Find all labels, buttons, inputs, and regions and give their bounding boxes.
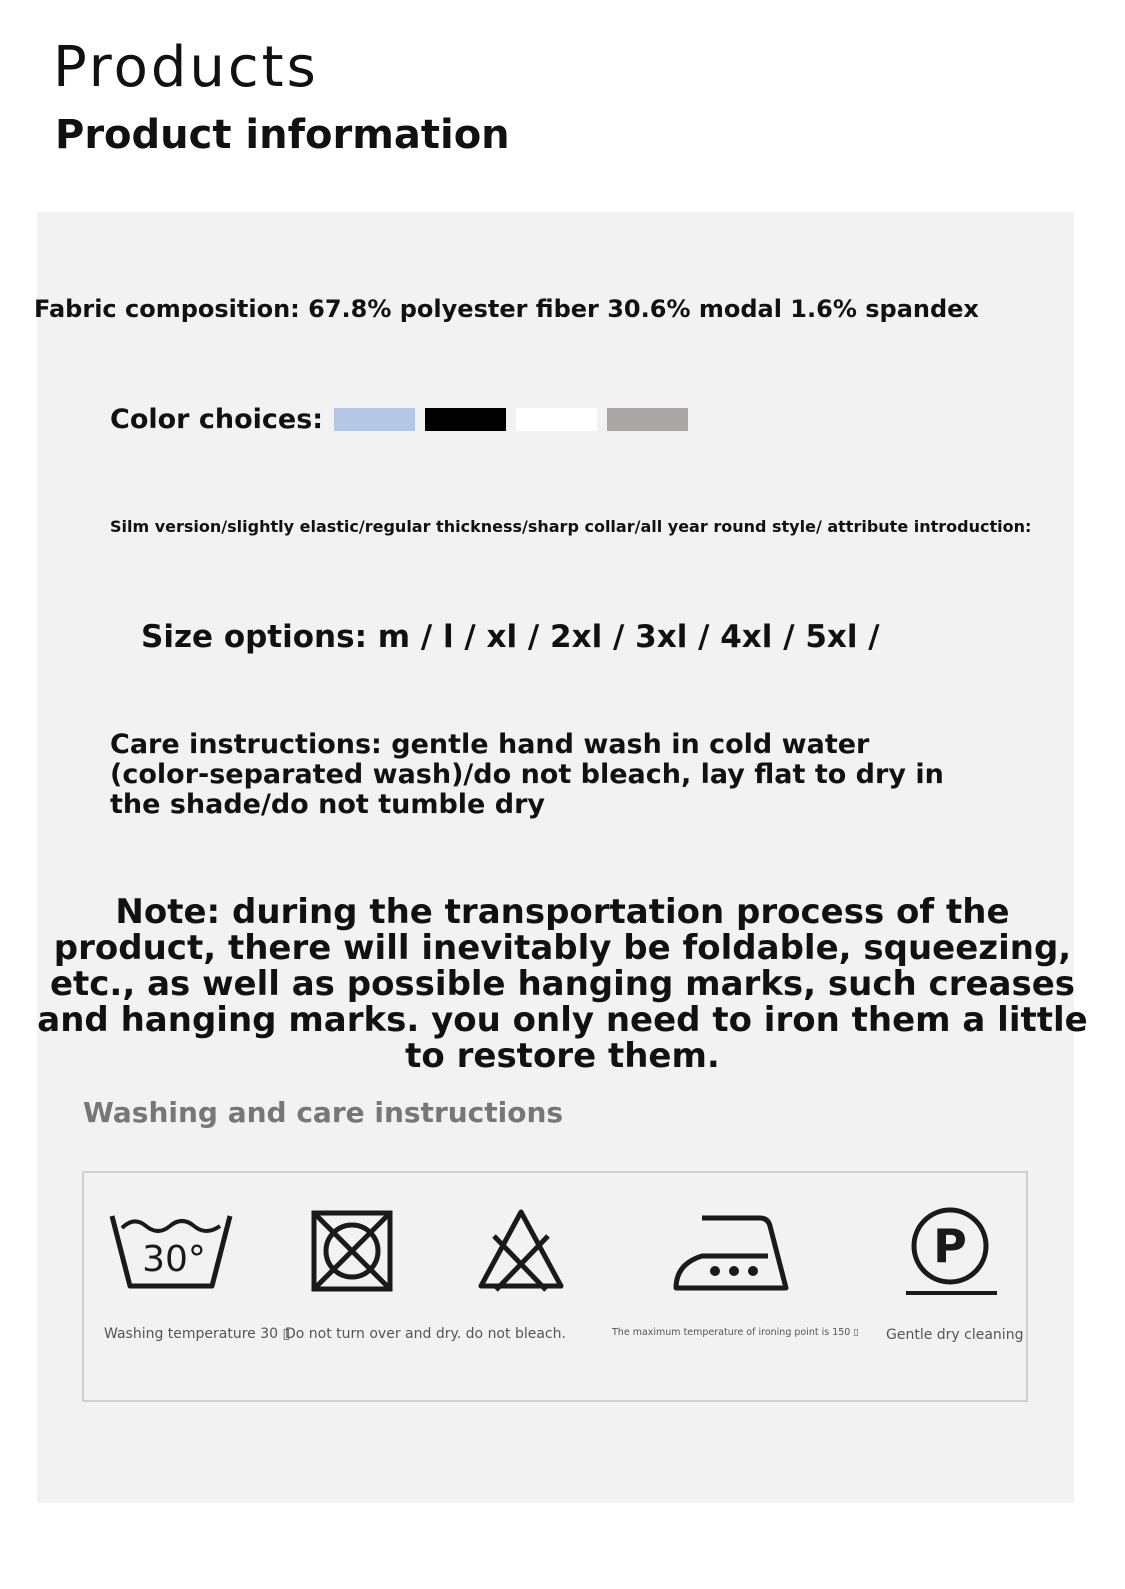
size-options: Size options: m / l / xl / 2xl / 3xl / 4xl / 5xl / [141, 619, 880, 655]
iron-label: The maximum temperature of ironing point is 150 ▯ [612, 1327, 859, 1338]
washing-title: Washing and care instructions [83, 1096, 564, 1129]
color-swatch-black [425, 408, 506, 431]
color-choices [110, 404, 698, 435]
color-label: Color choices: [110, 404, 324, 435]
dry-clean-letter: P [933, 1219, 967, 1273]
section-title: Product information [55, 112, 510, 158]
color-swatch-gray [607, 408, 688, 431]
care-instructions: Care instructions: gentle hand wash in cold water (color-separated wash)/do not bleach, lay flat to dry in the shade/do not tumble dry [110, 729, 944, 820]
wash-30-icon [108, 1208, 234, 1292]
wash-temp-text: 30° [142, 1239, 206, 1280]
dry-clean-icon [903, 1204, 1001, 1298]
page-title: Products [53, 35, 319, 100]
transport-note: Note: during the transportation process of the product, there will inevitably be foldable, squeezing, etc., as well as possible hanging marks, such creases and hanging marks. you only need to iron them a little to restore them. [37, 892, 1088, 1076]
wash-temp-label: Washing temperature 30 ▯ [104, 1326, 291, 1342]
color-swatch-white [516, 408, 597, 431]
no-bleach-icon [476, 1206, 566, 1292]
color-swatch-light-blue [334, 408, 415, 431]
attribute-introduction: Silm version/slightly elastic/regular thickness/sharp collar/all year round style/ attribute introduction: [110, 517, 1032, 536]
fabric-composition: Fabric composition: 67.8% polyester fiber 30.6% modal 1.6% spandex [34, 295, 979, 323]
tumble-bleach-label: Do not turn over and dry. do not bleach. [285, 1326, 566, 1342]
no-tumble-dry-icon [309, 1208, 395, 1294]
iron-icon [672, 1212, 790, 1292]
dry-clean-label: Gentle dry cleaning [886, 1327, 1024, 1343]
